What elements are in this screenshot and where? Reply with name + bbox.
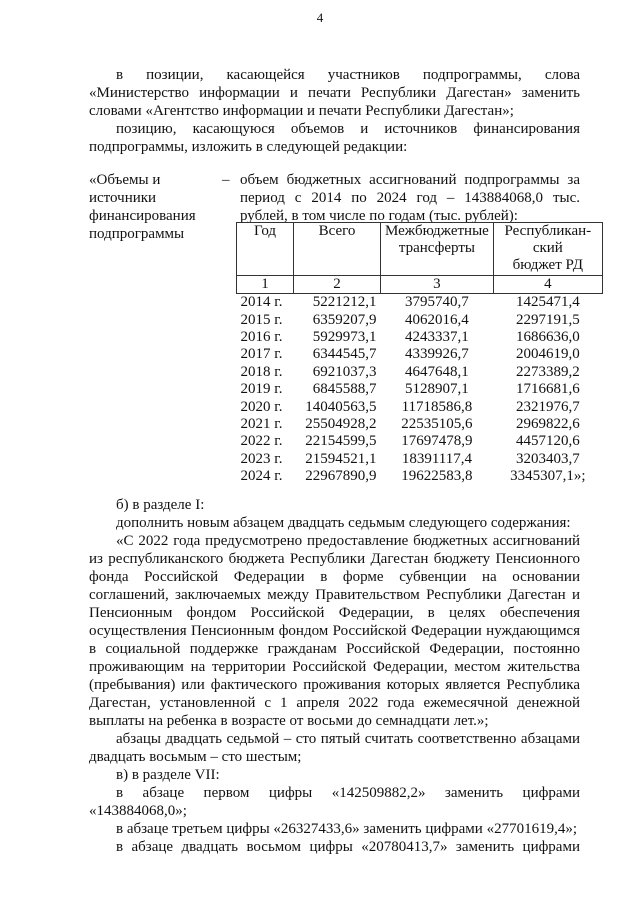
table-cell: 2017 г. [240,346,283,363]
section-b-line: из республиканского бюджета Республики Дагестан бюджету Пенсионного [89,551,580,567]
table-cell: 2004619,0 [515,346,580,363]
table-cell: 2969822,6 [515,415,580,432]
section-b-line: соглашений, заключаемых между Правительством Республики Дагестан и [89,587,580,603]
table-cell: 2321976,7 [515,398,580,415]
intro-line-5: подпрограммы, изложить в следующей редакции: [89,139,408,155]
table-cell: 3203403,7 [515,450,580,467]
table-cell: 22535105,6 [401,415,473,432]
position-label [89,171,219,243]
table-cell: 11718586,8 [401,398,473,415]
table-row [237,346,603,363]
table-cell: 2014 г. [240,294,283,311]
table-row [237,311,603,328]
table-cell: 14040563,5 [305,398,377,415]
objem-line: рублей, в том числе по годам (тыс. рублей): [240,208,518,224]
section-b-line: «С 2022 года предусмотрено предоставление бюджетных ассигнований [116,533,580,549]
table-cell: 6344545,7 [312,346,377,363]
table-cell: 6845588,7 [312,381,377,398]
table-header-row [237,223,603,276]
table-cell: 4457120,6 [515,433,580,450]
intro-line-1: в позиции, касающейся участников подпрограммы, слова [116,67,580,83]
table-row [237,416,603,433]
table-cell: 17697478,9 [401,433,473,450]
header-total: Всего [294,223,381,276]
table-row [237,329,603,346]
table-cell: 4647648,1 [405,363,469,380]
table-cell: 5221212,1 [312,294,377,311]
header-transfers: Межбюджетные трансферты [381,223,494,276]
table-cell: 6921037,3 [312,363,377,380]
position-label-line: подпрограммы [89,226,185,242]
table-cell: 4339926,7 [405,346,469,363]
section-b-line: абзацы двадцать седьмой – сто пятый считать соответственно абзацами [116,731,580,747]
section-b-title: б) в разделе I: [116,497,205,513]
position-label-line: «Объемы и [89,172,161,188]
objem-line: объем бюджетных ассигнований подпрограммы за [240,172,580,188]
table-cell: 1686636,0 [515,328,580,345]
table-body [237,294,603,486]
section-b-line: в социальной поддержке гражданам Российской Федерации, постоянно [89,641,580,657]
table-cell: 2024 г. [240,468,283,485]
table-row [237,451,603,468]
position-label-line: источники [89,190,157,206]
table-row [237,433,603,450]
section-b-line: Дагестан, установленной с 1 апреля 2022 года ежемесячной денежной [89,695,580,711]
table-column-numbers: 1 2 3 4 [237,276,603,294]
table-cell: 5128907,1 [405,381,469,398]
financing-table [236,222,603,485]
section-b-line: (пребывания) или фактического проживания которых является Республика [89,677,580,693]
section-b-line: осуществления Пенсионным фондом Российской Федерации нуждающимся [89,623,580,639]
intro-line-4: позицию, касающуюся объемов и источников финансирования [116,121,580,137]
table-cell: 1716681,6 [515,381,580,398]
table-cell: 2020 г. [240,398,283,415]
table-cell: 5929973,1 [312,328,377,345]
table-cell: 21594521,1 [305,450,377,467]
table-cell: 22154599,5 [305,433,377,450]
section-b-line: двадцать восьмым – сто шестым; [89,749,302,765]
table-cell: 25504928,2 [305,415,377,432]
table-cell: 2021 г. [240,415,283,432]
table-cell: 3345307,1»; [510,468,586,485]
table-cell: 6359207,9 [312,311,377,328]
table-cell: 2297191,5 [515,311,580,328]
intro-line-2: «Министерство информации и печати Республики Дагестан» заменить [89,85,580,101]
page-number: 4 [316,10,324,25]
table-cell: 2018 г. [240,363,283,380]
table-cell: 22967890,9 [305,468,377,485]
table-row [237,364,603,381]
table-cell: 2273389,2 [515,363,580,380]
header-republic-budget: Республикан- ский бюджет РД [493,223,602,276]
position-label-line: финансирования [89,208,196,224]
table-cell: 3795740,7 [405,294,469,311]
section-v-line: в абзаце двадцать восьмом цифры «20780413,7» заменить цифрами [116,839,580,855]
table-row [237,468,603,485]
table-cell: 2019 г. [240,381,283,398]
intro-line-3: словами «Агентство информации и печати Республики Дагестан»; [89,103,514,119]
table-cell: 4062016,4 [405,311,469,328]
section-v-line: «143884068,0»; [89,803,187,819]
section-v-line: в абзаце третьем цифры «26327433,6» заменить цифрами «27701619,4»; [116,821,577,837]
dash: – [222,172,230,188]
table-cell: 2016 г. [240,328,283,345]
section-b-line: фонда Российской Федерации в форме субвенции на основании [89,569,580,585]
section-v-line: в абзаце первом цифры «142509882,2» заменить цифрами [116,785,580,801]
table-cell: 19622583,8 [401,468,473,485]
table-cell: 2015 г. [240,311,283,328]
objem-text [240,171,580,225]
objem-line: период с 2014 по 2024 год – 143884068,0 тыс. [240,190,580,206]
table-row [237,398,603,415]
section-b-line: проживающим на территории Российской Федерации, местом жительства [89,659,580,675]
section-v-title: в) в разделе VII: [116,767,220,783]
table-cell: 2022 г. [240,433,283,450]
table-cell: 2023 г. [240,450,283,467]
section-b-line: Пенсионным фондом Российской Федерации, в целях обеспечения [89,605,580,621]
table-cell: 18391117,4 [401,450,472,467]
table-cell: 4243337,1 [405,328,469,345]
section-b-line: дополнить новым абзацем двадцать седьмым следующего содержания: [116,515,571,531]
header-year: Год [237,223,294,276]
table-row [237,294,603,312]
table-row [237,381,603,398]
section-b-line: выплаты на ребенка в возрасте от восьми до семнадцати лет.»; [89,713,489,729]
table-cell: 1425471,4 [515,294,580,311]
